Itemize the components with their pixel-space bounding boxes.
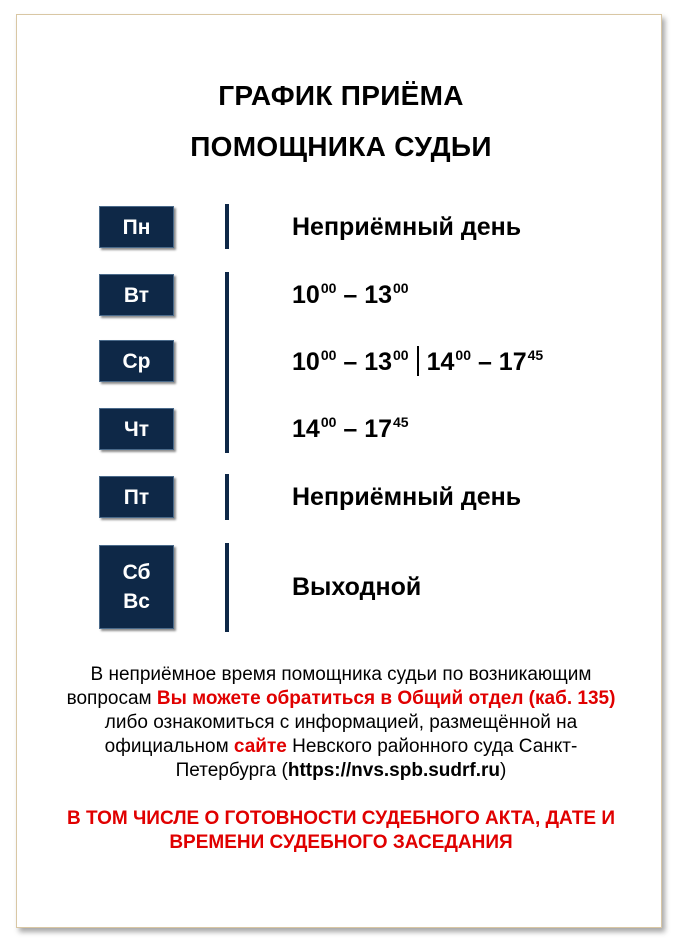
schedule-weekend: Выходной — [292, 573, 422, 601]
divider-fri — [225, 474, 229, 520]
note-highlight-site: сайте — [233, 736, 287, 757]
day-badge-fri — [99, 476, 174, 518]
time-hour: 17 — [364, 415, 393, 443]
time-dash: – — [343, 348, 358, 376]
page-title-line-1: ГРАФИК ПРИЁМА — [218, 80, 464, 111]
note-highlight-office: Вы можете обратиться в Общий отдел (каб. 135) — [156, 688, 616, 709]
day-badge-tue — [99, 274, 174, 316]
time-minute: 00 — [320, 280, 337, 296]
day-label: Пт — [123, 485, 150, 509]
day-label: Пн — [122, 215, 151, 239]
schedule-wed — [292, 346, 543, 377]
page-title-line-2: ПОМОЩНИКА СУДЬИ — [190, 131, 492, 162]
note-text: В неприёмное время помощника судьи по возникающим вопросам — [66, 664, 592, 709]
day-label: Чт — [123, 417, 150, 441]
time-dash: – — [343, 281, 358, 309]
info-note — [60, 663, 622, 783]
note-text: либо ознакомиться с информацией, размещённой на официальном — [104, 712, 578, 757]
time-minute: 00 — [455, 347, 471, 363]
note-text: ) — [500, 760, 507, 781]
time-minute: 00 — [393, 347, 409, 363]
time-minute: 00 — [320, 414, 337, 430]
day-label: Сб Вс — [122, 561, 151, 613]
note-text: Невского районного суда Санкт-Петербурга ( — [175, 736, 578, 781]
divider-tue-thu — [225, 272, 229, 453]
schedule-tue — [292, 280, 409, 310]
time-hour: 14 — [426, 348, 455, 376]
time-dash: – — [477, 348, 492, 376]
time-hour: 10 — [292, 281, 320, 309]
day-badge-wed — [99, 340, 174, 382]
time-separator — [417, 346, 419, 376]
day-label: Ср — [122, 349, 151, 373]
schedule-thu — [292, 414, 409, 444]
schedule-fri: Неприёмный день — [292, 483, 522, 511]
time-hour: 13 — [364, 348, 393, 376]
time-minute: 45 — [393, 414, 409, 430]
day-badge-weekend — [99, 545, 174, 629]
time-hour: 13 — [364, 281, 393, 309]
time-minute: 45 — [527, 347, 544, 363]
time-minute: 00 — [320, 347, 337, 363]
time-hour: 14 — [292, 415, 320, 443]
schedule-mon: Неприёмный день — [292, 213, 522, 241]
court-website-url: https://nvs.spb.sudrf.ru — [287, 760, 501, 781]
divider-mon — [225, 204, 229, 249]
day-badge-mon — [99, 206, 174, 248]
time-minute: 00 — [393, 280, 409, 296]
time-hour: 17 — [498, 348, 527, 376]
day-label: Вт — [123, 283, 150, 307]
time-dash: – — [343, 415, 358, 443]
time-hour: 10 — [292, 348, 320, 376]
day-badge-thu — [99, 408, 174, 450]
divider-weekend — [225, 543, 229, 632]
warning-text: В ТОМ ЧИСЛЕ О ГОТОВНОСТИ СУДЕБНОГО АКТА, ДАТЕ И ВРЕМЕНИ СУДЕБНОГО ЗАСЕДАНИЯ — [66, 808, 616, 853]
